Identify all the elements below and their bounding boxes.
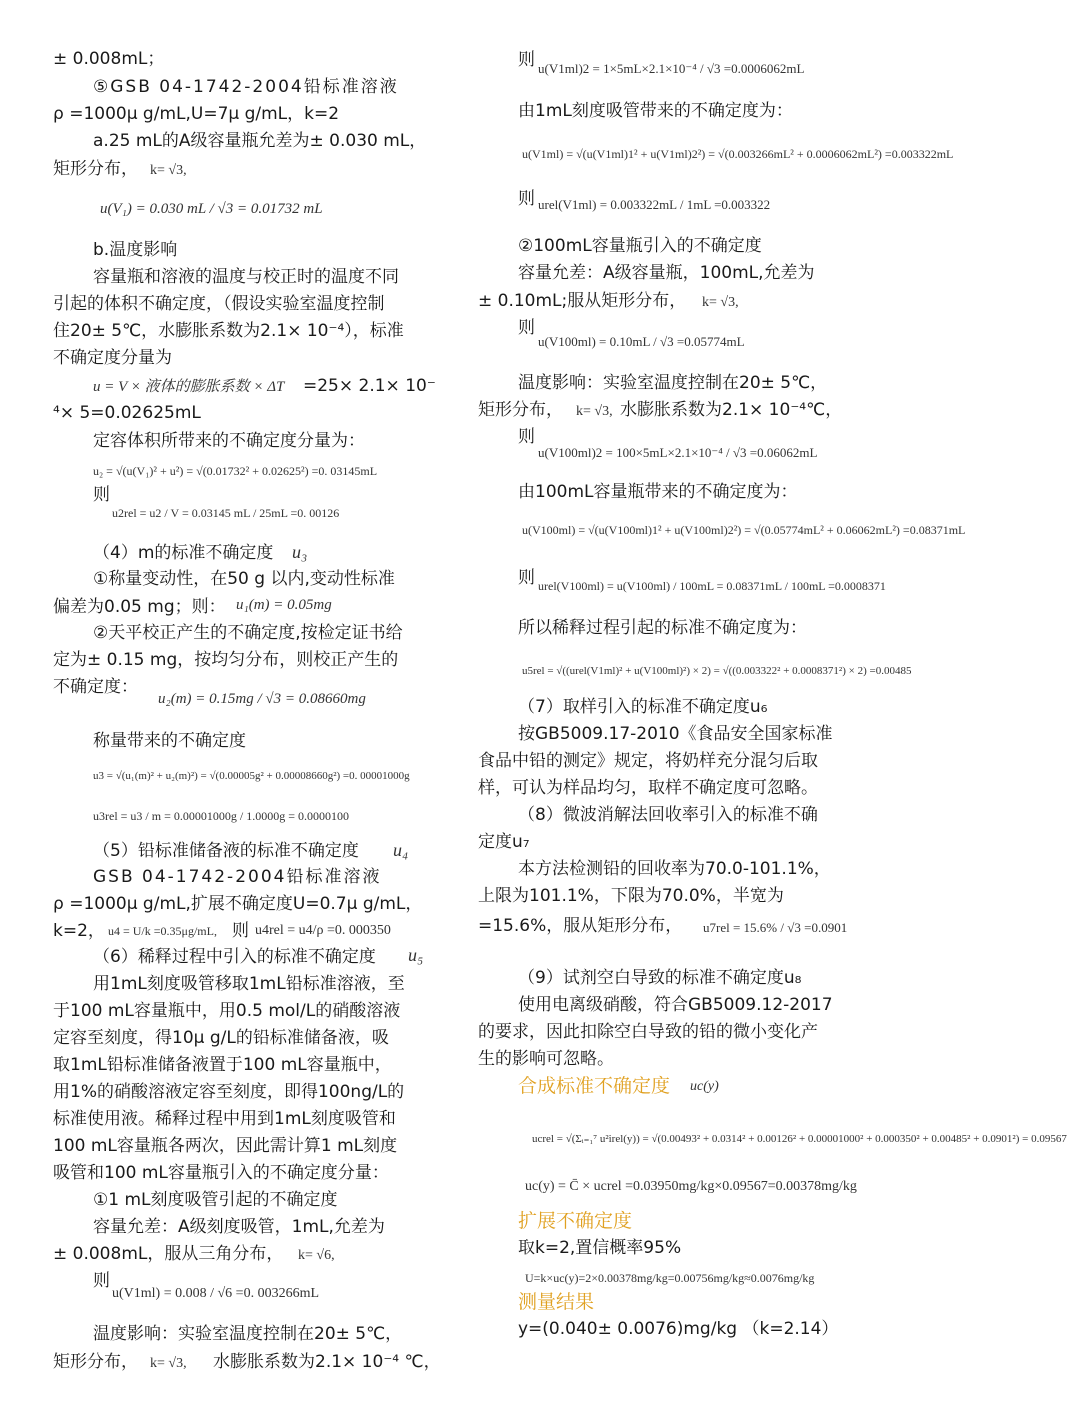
- formula: u(V1ml) = √(u(V1ml)1² + u(V1ml)2²) = √(0.003266mL² + 0.0006062mL²) =0.003322mL: [522, 147, 954, 161]
- text-line: ± 0.008mL，服从三角分布，: [53, 1244, 284, 1264]
- formula-inline: k= √3,: [576, 404, 613, 419]
- text-line: 样，可认为样品均匀，取样不确定度可忽略。: [478, 778, 818, 798]
- text-line: 则: [518, 568, 535, 588]
- text-line: 定容体积所带来的不确定度分量为：: [93, 431, 365, 451]
- text-line: 定容至刻度，得10μ g/L的铅标准储备液，吸: [53, 1028, 389, 1048]
- text-line: 则: [232, 921, 249, 941]
- text-line: 容量瓶和溶液的温度与校正时的温度不同: [93, 267, 399, 287]
- formula-inline: u4 = U/k =0.35μg/mL,: [108, 924, 217, 938]
- text-line: 标准使用液。稀释过程中用到1mL刻度吸管和: [53, 1109, 396, 1129]
- text-line: 所以稀释过程引起的标准不确定度为：: [518, 618, 807, 638]
- formula: u(V₁) = 0.030 mL / √3 = 0.01732 mL: [100, 201, 323, 217]
- section-heading: 合成标准不确定度: [518, 1075, 671, 1097]
- text-line: 定为± 0.15 mg，按均匀分布，则校正产生的: [53, 650, 399, 670]
- text-line: 容量允差：A级刻度吸管，1mL,允差为: [93, 1217, 385, 1237]
- text-line: 使用电离级硝酸，符合GB5009.12-2017: [518, 995, 833, 1015]
- text-line: 温度影响：实验室温度控制在20± 5℃，: [518, 373, 828, 393]
- formula-inline: k= √3,: [702, 295, 739, 310]
- section-heading: 测量结果: [518, 1291, 595, 1313]
- text-line: 不确定度：: [53, 677, 138, 697]
- text-line: ⑤GSB 04-1742-2004铅标准溶液: [93, 77, 399, 97]
- text-line: 则: [518, 50, 535, 70]
- formula: uc(y) = C̄ × ucrel =0.03950mg/kg×0.09567=0.00378mg/kg: [525, 1179, 857, 1194]
- text-line: 于100 mL容量瓶中，用0.5 mol/L的硝酸溶液: [53, 1001, 401, 1021]
- formula: u(V100ml) = 0.10mL / √3 =0.05774mL: [538, 334, 745, 349]
- formula: u(V1ml) = 0.008 / √6 =0. 003266mL: [112, 1286, 320, 1301]
- text-line: 偏差为0.05 mg；则：: [53, 597, 226, 617]
- text-line: 矩形分布，: [478, 400, 563, 420]
- text-line: （4）m的标准不确定度: [93, 543, 274, 563]
- text-line: （6）稀释过程中引入的标准不确定度: [93, 947, 376, 967]
- text-line: 用1mL刻度吸管移取1mL铅标准溶液，至: [93, 974, 405, 994]
- text-line: ⁴× 5=0.02625mL: [53, 403, 201, 423]
- text-line: 本方法检测铅的回收率为70.0-101.1%，: [518, 859, 831, 879]
- text-line: 水膨胀系数为2.1× 10⁻⁴ ℃，: [213, 1352, 441, 1372]
- formula-inline: u₃: [292, 542, 308, 562]
- text-line: ②天平校正产生的不确定度,按检定证书给: [93, 623, 403, 643]
- text-line: ①1 mL刻度吸管引起的不确定度: [93, 1190, 338, 1210]
- text-line: ± 0.008mL；: [53, 49, 165, 69]
- formula: u(V100ml) = √(u(V100ml)1² + u(V100ml)2²) = √(0.05774mL² + 0.06062mL²) =0.08371mL: [522, 523, 966, 537]
- text-line: 水膨胀系数为2.1× 10⁻⁴℃，: [620, 400, 843, 420]
- formula: u₂ = √(u(V₁)² + u²) = √(0.01732² + 0.02625²) =0. 03145mL: [93, 464, 378, 478]
- text-line: （5）铅标准储备液的标准不确定度: [93, 841, 359, 861]
- formula: u2rel = u2 / V = 0.03145 mL / 25mL =0. 00126: [112, 506, 340, 520]
- formula-inline: k= √6,: [298, 1248, 335, 1263]
- text-line: b.温度影响: [93, 240, 178, 260]
- formula: u3 = √(u₁(m)² + u₂(m)²) = √(0.00005g² + 0.00008660g²) =0. 00001000g: [93, 770, 410, 782]
- text-line: a.25 mL的A级容量瓶允差为± 0.030 mL，: [93, 131, 427, 151]
- formula: u₂(m) = 0.15mg / √3 = 0.08660mg: [158, 691, 366, 707]
- text-line: 温度影响：实验室温度控制在20± 5℃，: [93, 1324, 403, 1344]
- text-line: 则: [518, 318, 535, 338]
- text-line: 矩形分布，: [53, 1352, 138, 1372]
- formula: ucrel = √(Σᵢ₌₁⁷ u²irel(y)) = √(0.00493² + 0.0314² + 0.00126² + 0.00001000² + 0.000350² + 0.00485² + 0.0901²) = 0.09567: [532, 1133, 1067, 1145]
- formula-inline: u₄: [393, 840, 409, 860]
- text-line: （7）取样引入的标准不确定度u₆: [518, 697, 768, 717]
- formula: u(V1ml)2 = 1×5mL×2.1×10⁻⁴ / √3 =0.0006062mL: [538, 61, 805, 76]
- text-line: =15.6%，服从矩形分布，: [478, 916, 683, 936]
- text-line: （8）微波消解法回收率引入的标准不确: [518, 805, 818, 825]
- formula-inline: uc(y): [690, 1079, 719, 1094]
- text-line: 的要求，因此扣除空白导致的铅的微小变化产: [478, 1022, 818, 1042]
- text-line: 由100mL容量瓶带来的不确定度为：: [518, 482, 798, 502]
- text-line: 矩形分布，: [53, 159, 138, 179]
- text-line: 则: [93, 485, 110, 505]
- text-line: ②100mL容量瓶引入的不确定度: [518, 236, 762, 256]
- text-line: ρ =1000μ g/mL,扩展不确定度U=0.7μ g/mL，: [53, 894, 423, 914]
- text-line: ρ =1000μ g/mL,U=7μ g/mL，k=2: [53, 104, 340, 124]
- text-line: 100 mL容量瓶各两次，因此需计算1 mL刻度: [53, 1136, 398, 1156]
- text-line: 用1%的硝酸溶液定容至刻度，即得100ng/L的: [53, 1082, 405, 1102]
- text-line: 引起的体积不确定度，（假设实验室温度控制: [53, 294, 385, 314]
- text-line: 取k=2,置信概率95%: [518, 1238, 682, 1258]
- formula: urel(V100ml) = u(V100ml) / 100mL = 0.08371mL / 100mL =0.0008371: [538, 579, 886, 593]
- formula: u3rel = u3 / m = 0.00001000g / 1.0000g = 0.0000100: [93, 809, 349, 823]
- text-line: 称量带来的不确定度: [93, 731, 246, 751]
- text-line: GSB 04-1742-2004铅标准溶液: [93, 867, 382, 887]
- text-line: （9）试剂空白导致的标准不确定度u₈: [518, 968, 802, 988]
- formula: urel(V1ml) = 0.003322mL / 1mL =0.003322: [538, 197, 771, 212]
- text-line: 不确定度分量为: [53, 348, 172, 368]
- formula: u5rel = √((urel(V1ml)² + u(V100ml)²) × 2) = √((0.003322² + 0.0008371²) × 2) =0.00485: [522, 665, 912, 677]
- text-line: 则: [518, 427, 535, 447]
- text-line: 按GB5009.17-2010《食品安全国家标准: [518, 724, 833, 744]
- text-line: 取1mL铅标准储备液置于100 mL容量瓶中，: [53, 1055, 392, 1075]
- formula-inline: u7rel = 15.6% / √3 =0.0901: [703, 920, 848, 935]
- text-line: 食品中铅的测定》规定，将奶样充分混匀后取: [478, 751, 818, 771]
- text-line: 吸管和100 mL容量瓶引入的不确定度分量：: [53, 1163, 389, 1183]
- text-line: 上限为101.1%，下限为70.0%，半宽为: [478, 886, 784, 906]
- text-line: 容量允差：A级容量瓶，100mL,允差为: [518, 263, 815, 283]
- section-heading: 扩展不确定度: [518, 1210, 633, 1232]
- text-line: 由1mL刻度吸管带来的不确定度为：: [518, 101, 793, 121]
- formula: U=k×uc(y)=2×0.00378mg/kg=0.00756mg/kg≈0.0076mg/kg: [525, 1271, 815, 1285]
- text-line: 生的影响可忽略。: [478, 1049, 614, 1069]
- text-line: k=2，: [53, 921, 105, 941]
- formula-inline: u₅: [408, 945, 424, 965]
- text-line: 则: [93, 1271, 110, 1291]
- formula-inline: u4rel = u4/ρ =0. 000350: [255, 923, 391, 938]
- formula: u(V100ml)2 = 100×5mL×2.1×10⁻⁴ / √3 =0.06062mL: [538, 445, 818, 460]
- formula-inline: k= √3,: [150, 1356, 187, 1371]
- formula: u = V × 液体的膨胀系数 × ΔT: [93, 379, 285, 395]
- text-line: y=(0.040± 0.0076)mg/kg （k=2.14）: [518, 1319, 839, 1339]
- text-line: ①称量变动性，在50 g 以内,变动性标准: [93, 569, 395, 589]
- formula-inline: u₁(m) = 0.05mg: [236, 597, 332, 613]
- text-line: 住20± 5℃，水膨胀系数为2.1× 10⁻⁴），标准: [53, 321, 404, 341]
- text-line: =25× 2.1× 10⁻: [303, 376, 436, 396]
- text-line: ± 0.10mL;服从矩形分布，: [478, 291, 687, 311]
- formula-inline: k= √3,: [150, 163, 187, 178]
- text-line: 则: [518, 189, 535, 209]
- text-line: 定度u₇: [478, 832, 530, 852]
